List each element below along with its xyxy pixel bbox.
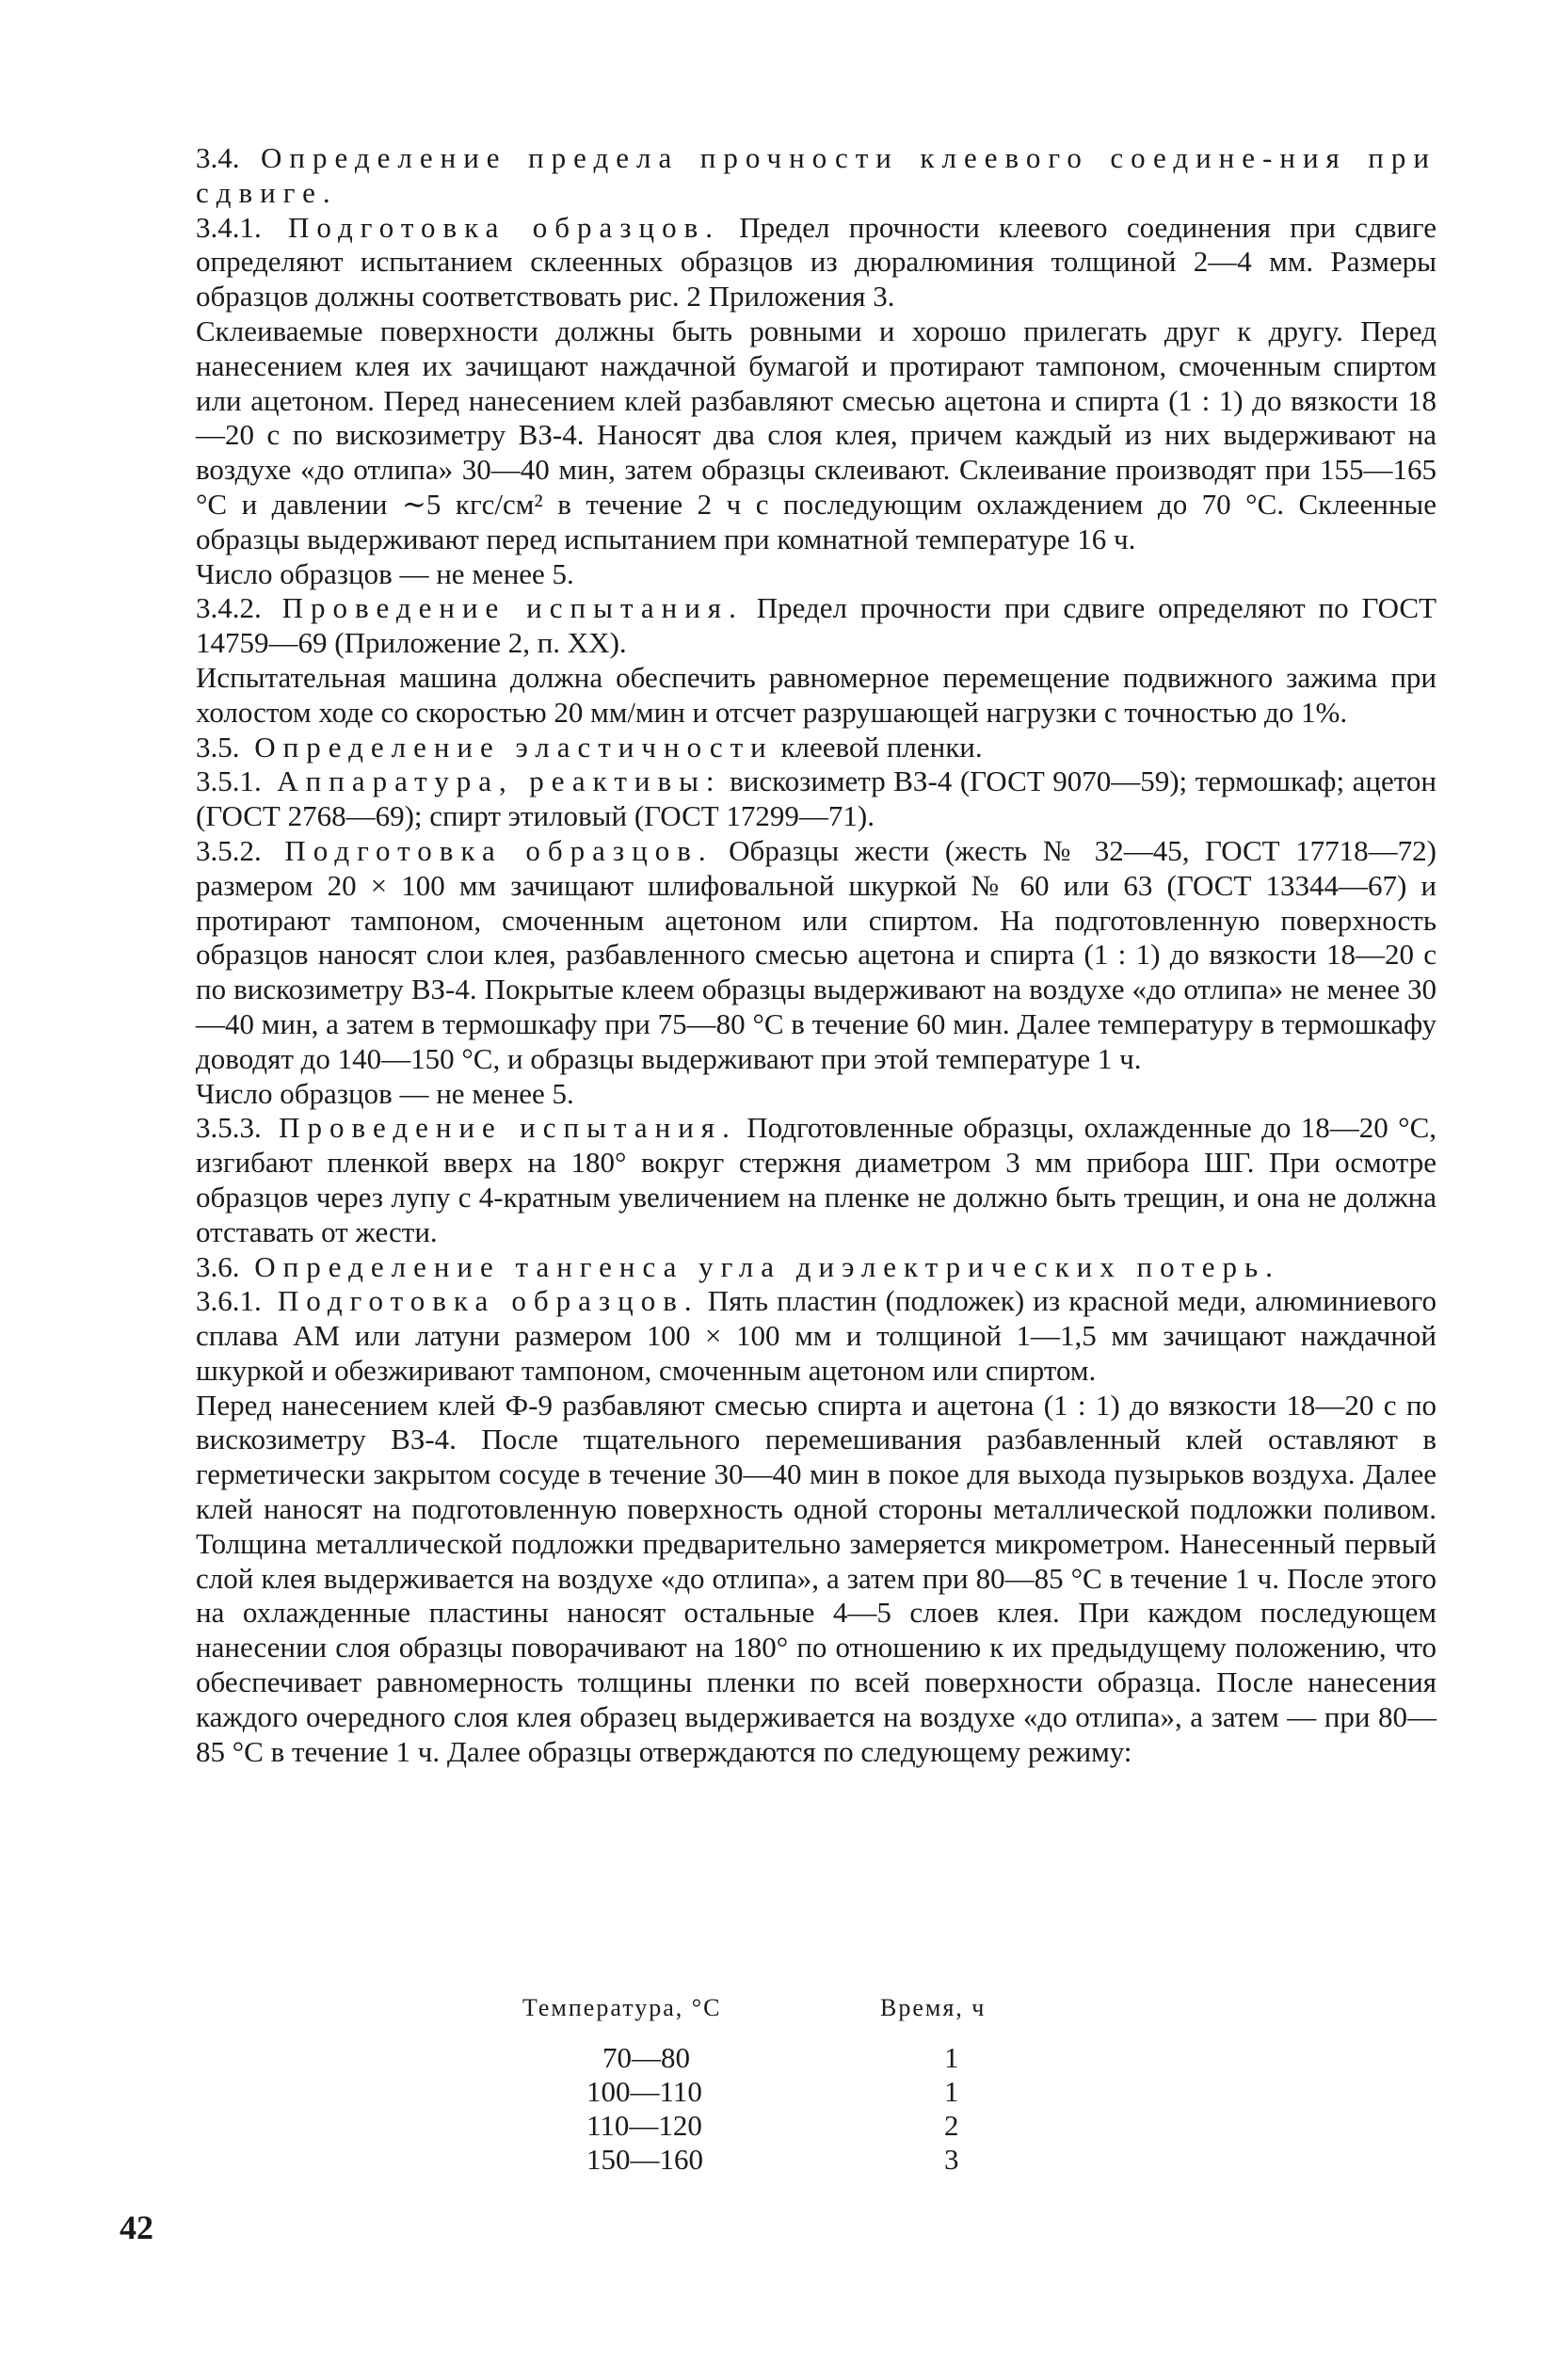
section-3-4-2 — [196, 591, 1437, 661]
section-title-spaced: Проведение испытания. — [261, 591, 744, 625]
section-title-spaced: Подготовка образцов. — [261, 210, 720, 244]
paragraph-text: вискозиметр ВЗ-4 (ГОСТ 9070—59); термошкаф; ацетон (ГОСТ 2768—69); спирт этиловый (ГОСТ 17299—71). — [196, 764, 1437, 833]
paragraph-test-machine — [196, 661, 1437, 731]
section-3-4-heading — [196, 141, 1437, 211]
section-number: 3.5.2. — [196, 833, 262, 867]
section-title-spaced: Определение эластичности — [239, 730, 774, 764]
section-title-spaced: Проведение испытания. — [261, 1111, 737, 1145]
table-header-time: Время, ч — [880, 1994, 987, 2021]
section-number: 3.5.1. — [196, 764, 262, 798]
paragraph-sample-count-2 — [196, 1077, 1437, 1112]
paragraph-text: Число образцов — не менее 5. — [196, 1076, 574, 1110]
section-3-4-1 — [196, 211, 1437, 314]
paragraph-text: Число образцов — не менее 5. — [196, 556, 574, 590]
page-number: 42 — [120, 2209, 153, 2246]
document-body — [196, 141, 1437, 1769]
table-cell-time: 1 — [944, 2075, 959, 2108]
section-title-spaced: Определение тангенса угла диэлектрических потерь. — [239, 1249, 1280, 1283]
section-number: 3.5.3. — [196, 1111, 262, 1145]
paragraph-text: Предел прочности при сдвиге определяют по ГОСТ 14759—69 (Приложение 2, п. XX). — [196, 591, 1437, 660]
table-cell-temperature: 150—160 — [586, 2143, 703, 2176]
table-cell-temperature: 70—80 — [602, 2041, 690, 2074]
paragraph-surfaces — [196, 314, 1437, 557]
paragraph-sample-count — [196, 557, 1437, 592]
section-3-5-3 — [196, 1111, 1437, 1249]
section-title-spaced: Подготовка образцов. — [261, 1284, 699, 1318]
section-title-spaced: Аппаратура, реактивы: — [261, 764, 722, 798]
paragraph-text: Склеиваемые поверхности должны быть ровными и хорошо прилегать друг к другу. Перед нанесением клея их зачищают наждачной бумагой и протирают тампоном, смоченным спиртом или ацетоном. Перед нанесением клей разбавляют смесью ацетона и спирта (1 : 1) до вязкости 18—20 с по вискозиметру ВЗ-4. Наносят два слоя клея, причем каждый из них выдерживают на воздухе «до отлипа» 30—40 мин, затем образцы склеивают. Склеивание производят при 155—165 °С и давлении ∼5 кгс/см² в течение 2 ч с последующим охлаждением до 70 °С. Склеенные образцы выдерживают перед испытанием при комнатной температуре 16 ч. — [196, 314, 1437, 555]
paragraph-text: Пять пластин (подложек) из красной меди, алюминиевого сплава АМ или латуни размером 100 × 100 мм и толщиной 1—1,5 мм зачищают наждачной шкуркой и обезжиривают тампоном, смоченным ацетоном или спиртом. — [196, 1284, 1437, 1387]
paragraph-text: Предел прочности клеевого соединения при сдвиге определяют испытанием склеенных образцов из дюралюминия толщиной 2—4 мм. Размеры образцов должны соответствовать рис. 2 Приложения 3. — [196, 210, 1437, 314]
table-cell-time: 3 — [944, 2143, 959, 2176]
section-3-6 — [196, 1250, 1437, 1285]
paragraph-application — [196, 1389, 1437, 1770]
paragraph-text: Образцы жести (жесть № 32—45, ГОСТ 17718—72) размером 20 × 100 мм зачищают шлифовальной шкуркой № 60 или 63 (ГОСТ 13344—67) и протирают тампоном, смоченным ацетоном или спиртом. На подготовленную поверхность образцов наносят слои клея, разбавленного смесью ацетона и спирта (1 : 1) до вязкости 18—20 с по вискозиметру ВЗ-4. Покрытые клеем образцы выдерживают на воздухе «до отлипа» не менее 30—40 мин, а затем в термошкафу при 75—80 °С в течение 60 мин. Далее температуру в термошкафу доводят до 140—150 °С, и образцы выдерживают при этой температуре 1 ч. — [196, 833, 1437, 1075]
section-3-5 — [196, 731, 1437, 765]
table-header-temperature: Температура, °С — [522, 1994, 722, 2021]
paragraph-text: клеевой пленки. — [773, 730, 983, 764]
table-cell-temperature: 110—120 — [586, 2109, 702, 2142]
section-title-spaced: Подготовка образцов. — [261, 833, 714, 867]
paragraph-text: Испытательная машина должна обеспечить равномерное перемещение подвижного зажима при холостом ходе со скоростью 20 мм/мин и отсчет разрушающей нагрузки с точностью до 1%. — [196, 660, 1437, 729]
section-number: 3.4.2. — [196, 591, 262, 625]
section-number: 3.4. — [196, 141, 240, 174]
table-cell-time: 1 — [944, 2041, 959, 2074]
table-cell-time: 2 — [944, 2109, 959, 2142]
table-cell-temperature: 100—110 — [586, 2075, 702, 2108]
section-title-spaced: Определение предела прочности клеевого соедине-ния при сдвиге. — [196, 141, 1437, 209]
section-number: 3.6.1. — [196, 1284, 262, 1318]
section-3-5-2 — [196, 834, 1437, 1077]
section-number: 3.4.1. — [196, 210, 262, 244]
paragraph-text: Подготовленные образцы, охлажденные до 18—20 °С, изгибают пленкой вверх на 180° вокруг стержня диаметром 3 мм прибора ШГ. При осмотре образцов через лупу с 4-кратным увеличением на пленке не должно быть трещин, и она не должна отставать от жести. — [196, 1111, 1437, 1248]
section-number: 3.6. — [196, 1249, 240, 1283]
section-3-6-1 — [196, 1284, 1437, 1388]
paragraph-text: Перед нанесением клей Ф-9 разбавляют смесью спирта и ацетона (1 : 1) до вязкости 18—20 с по вискозиметру ВЗ-4. После тщательного перемешивания разбавленный клей оставляют в герметически закрытом сосуде в течение 30—40 мин в покое для выхода пузырьков воздуха. Далее клей наносят на подготовленную поверхность одной стороны металлической подложки поливом. Толщина металлической подложки предварительно замеряется микрометром. Нанесенный первый слой клея выдерживается на воздухе «до отлипа», а затем при 80—85 °С в течение 1 ч. После этого на охлажденные пластины наносят остальные 4—5 слоев клея. При каждом последующем нанесении слоя образцы поворачивают на 180° по отношению к их предыдущему положению, что обеспечивает равномерность толщины пленки по всей поверхности образца. После нанесения каждого очередного слоя клея образец выдерживается на воздухе «до отлипа», а затем — при 80—85 °С в течение 1 ч. Далее образцы отверждаются по следующему режиму: — [196, 1388, 1437, 1768]
section-3-5-1 — [196, 764, 1437, 834]
section-number: 3.5. — [196, 730, 240, 764]
